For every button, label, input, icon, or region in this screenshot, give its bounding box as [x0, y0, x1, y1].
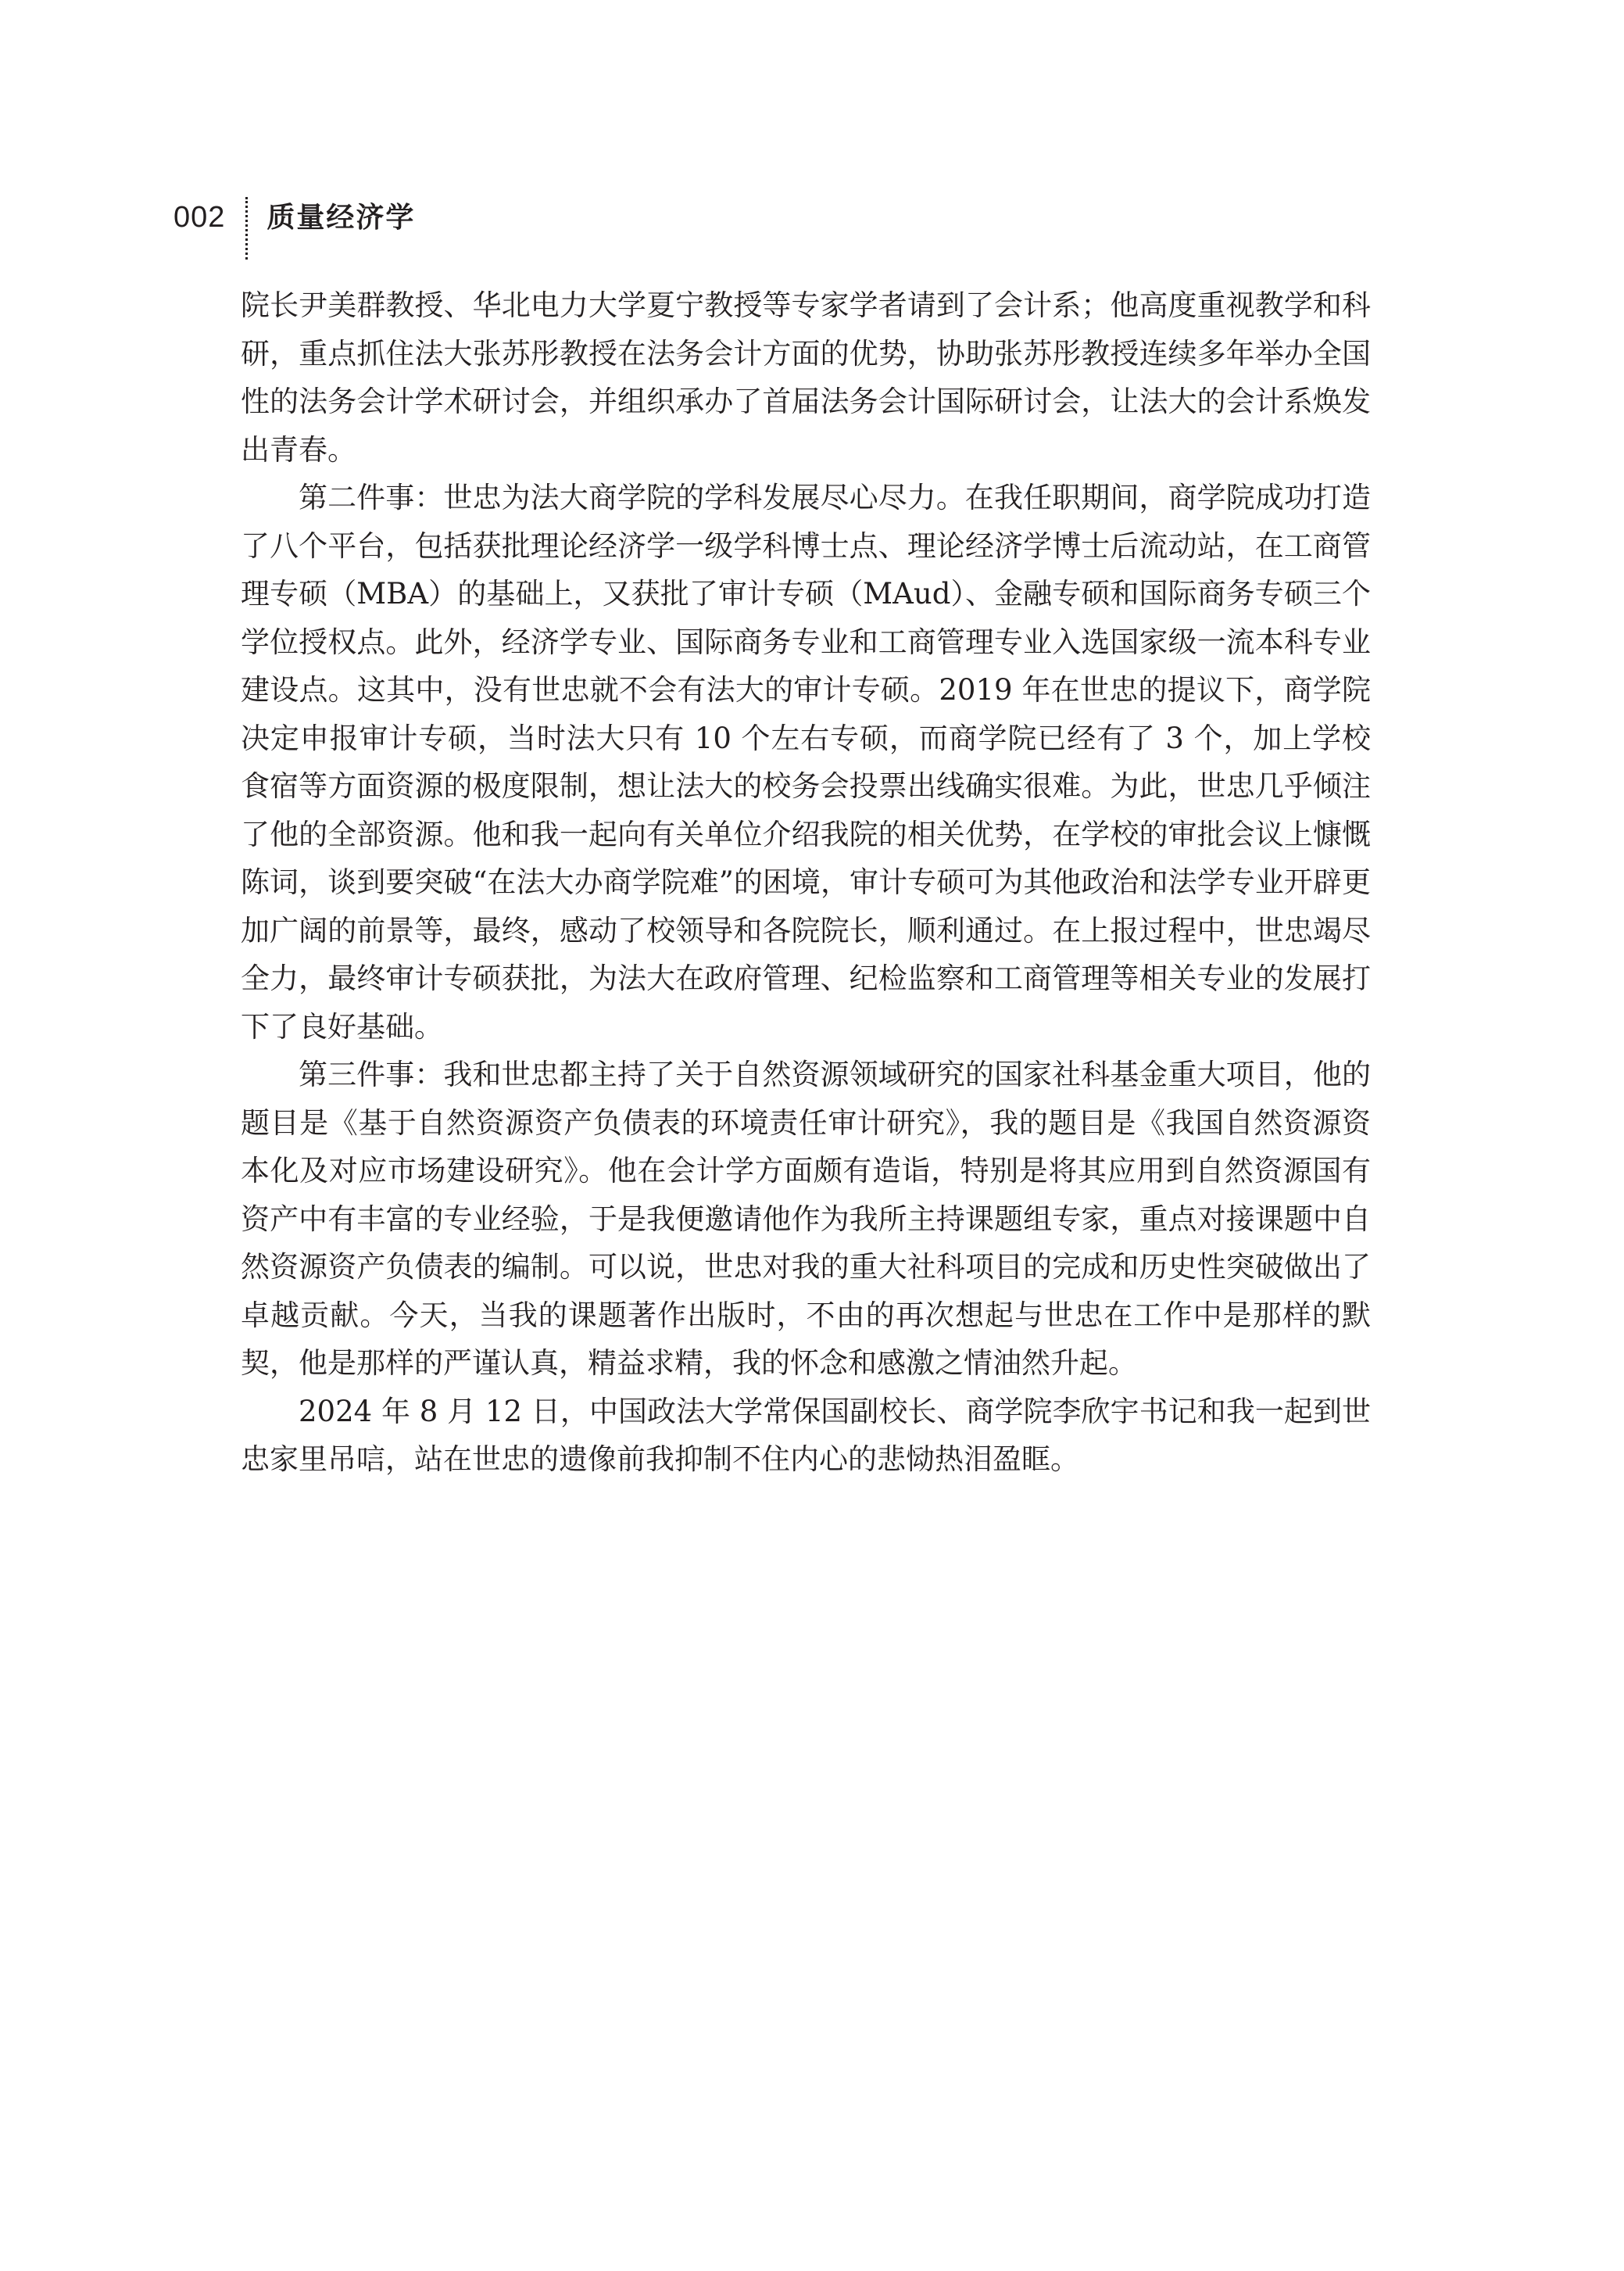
header-divider [245, 197, 248, 260]
paragraph-3: 第三件事：我和世忠都主持了关于自然资源领域研究的国家社科基金重大项目，他的题目是《基于自然资源资产负债表的环境责任审计研究》，我的题目是《我国自然资源资本化及对应市场建设研究》。他在会计学方面颇有造诣，特别是将其应用到自然资源国有资产中有丰富的专业经验，于是我便邀请他作为我所主持课题组专家，重点对接课题中自然资源资产负债表的编制。可以说，世忠对我的重大社科项目的完成和历史性突破做出了卓越贡献。今天，当我的课题著作出版时，不由的再次想起与世忠在工作中是那样的默契，他是那样的严谨认真，精益求精，我的怀念和感激之情油然升起。 [241, 1058, 1371, 1380]
body-text [241, 281, 1371, 1484]
book-title: 质量经济学 [266, 201, 416, 233]
paragraph-2: 第二件事：世忠为法大商学院的学科发展尽心尽力。在我任职期间，商学院成功打造了八个平台，包括获批理论经济学一级学科博士点、理论经济学博士后流动站，在工商管理专硕（MBA）的基础上，又获批了审计专硕（MAud）、金融专硕和国际商务专硕三个学位授权点。此外，经济学专业、国际商务专业和工商管理专业入选国家级一流本科专业建设点。这其中，没有世忠就不会有法大的审计专硕。2019 年在世忠的提议下，商学院决定申报审计专硕，当时法大只有 10 个左右专硕，而商学院已经有了 3 个，加上学校食宿等方面资源的极度限制，想让法大的校务会投票出线确实很难。为此，世忠几乎倾注了他的全部资源。他和我一起向有关单位介绍我院的相关优势，在学校的审批会议上慷慨陈词，谈到要突破“在法大办商学院难”的困境，审计专硕可为其他政治和法学专业开辟更加广阔的前景等，最终，感动了校领导和各院院长，顺利通过。在上报过程中，世忠竭尽全力，最终审计专硕获批，为法大在政府管理、纪检监察和工商管理等相关专业的发展打下了良好基础。 [241, 481, 1371, 1044]
page-number: 002 [173, 201, 226, 234]
paragraph-1: 院长尹美群教授、华北电力大学夏宁教授等专家学者请到了会计系；他高度重视教学和科研，重点抓住法大张苏彤教授在法务会计方面的优势，协助张苏彤教授连续多年举办全国性的法务会计学术研讨会，并组织承办了首届法务会计国际研讨会，让法大的会计系焕发出青春。 [241, 288, 1371, 467]
paragraph-4: 2024 年 8 月 12 日，中国政法大学常保国副校长、商学院李欣宇书记和我一起到世忠家里吊唁，站在世忠的遗像前我抑制不住内心的悲恸热泪盈眶。 [241, 1394, 1371, 1476]
running-header [173, 186, 415, 249]
